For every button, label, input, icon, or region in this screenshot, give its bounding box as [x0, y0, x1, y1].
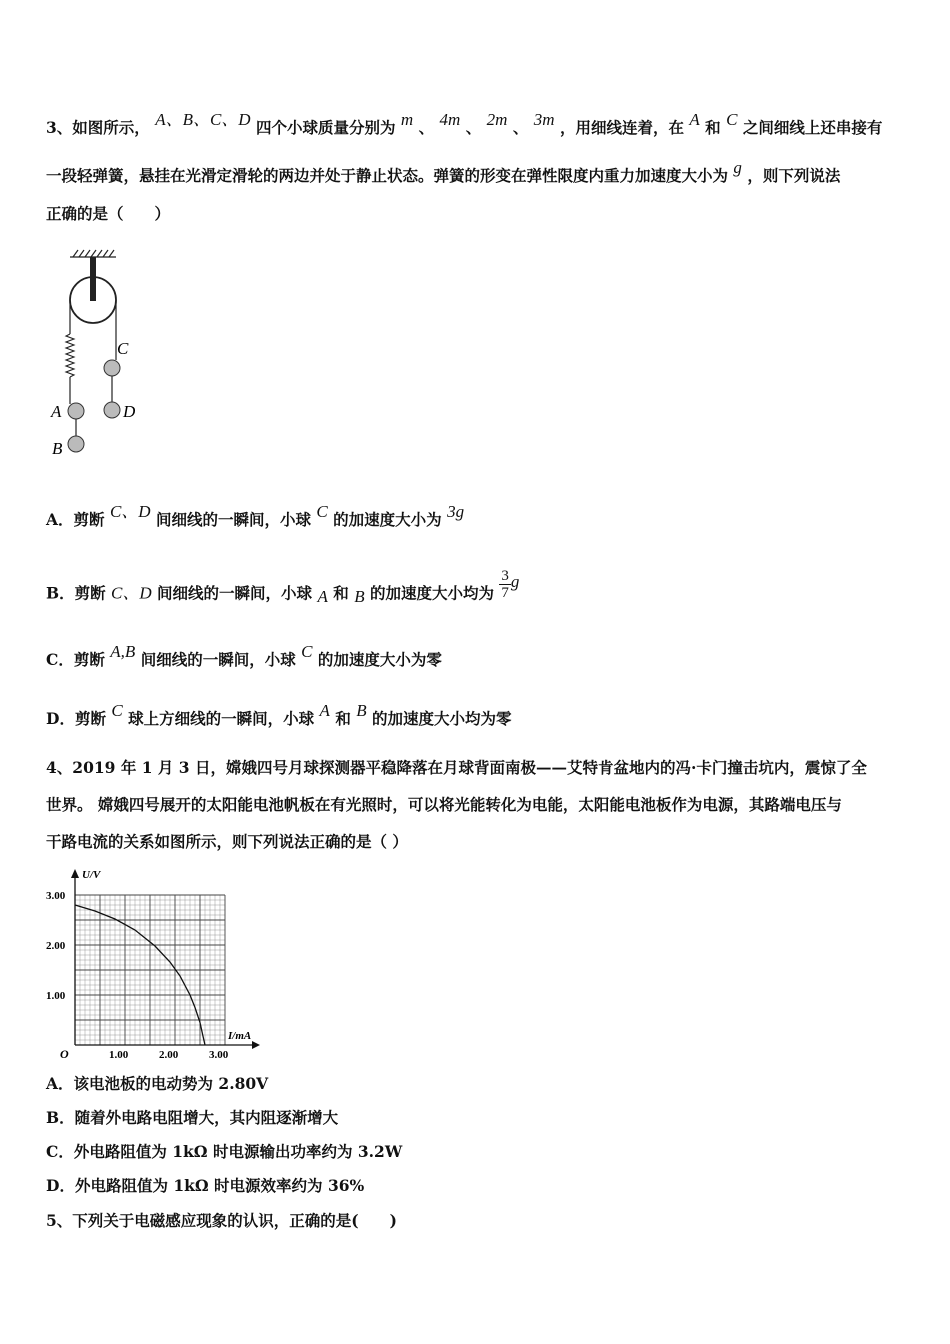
q4-option-b: B．随着外电路电阻增大，其内阻逐渐增大 — [46, 1108, 339, 1127]
math-c: C — [726, 110, 738, 129]
y-axis-arrow — [71, 869, 79, 878]
math-a: A — [689, 110, 700, 129]
math: A — [317, 586, 328, 606]
label-b: B — [52, 439, 63, 458]
text: 间细线的一瞬间，小球 — [155, 510, 311, 529]
q3-option-b — [46, 568, 520, 611]
math: C、D — [111, 583, 152, 603]
math: B — [354, 586, 365, 606]
q4-line2: 世界。 嫦娥四号展开的太阳能电池帆板在有光照时，可以将光能转化为电能，太阳能电池板作为电源，其路端电压与 — [46, 795, 842, 814]
text: 、 — [465, 118, 482, 137]
math: B — [356, 701, 367, 720]
text: 和 — [705, 118, 721, 137]
math-g: g — [510, 571, 520, 591]
text: 的加速度大小均为零 — [372, 709, 512, 728]
text: B．剪断 — [46, 583, 106, 603]
x-tick-label: 2.00 — [159, 1049, 179, 1061]
q3-line1 — [46, 110, 883, 138]
text: 一段轻弹簧，悬挂在光滑定滑轮的两边并处于静止状态。弹簧的形变在弹性限度内重力加速度大小为 — [46, 166, 729, 185]
ball-a — [68, 403, 84, 419]
q4-line3: 干路电流的关系如图所示，则下列说法正确的是（ ） — [46, 832, 408, 851]
fraction-denominator: 7 — [501, 585, 509, 601]
q3-option-a — [46, 502, 465, 530]
math: A,B — [110, 642, 136, 661]
label-d: D — [123, 402, 136, 421]
q4-option-d: D．外电路阻值为 1kΩ 时电源效率约为 36% — [46, 1176, 365, 1195]
y-axis-label: U/V — [82, 869, 101, 881]
q3-option-c — [46, 642, 442, 670]
fraction-numerator: 3 — [501, 568, 509, 584]
text: 3、如图所示， — [46, 118, 150, 137]
math-mass-a: m — [400, 110, 414, 129]
text: 之间细线上还串接有 — [742, 118, 883, 137]
ball-c — [104, 360, 120, 376]
text: ，则下列说法 — [747, 166, 841, 185]
q4-line1: 4、2019 年 1 月 3 日，嫦娥四号月球探测器平稳降落在月球背面南极——艾特肯盆地内的冯·卡门撞击坑内，震惊了全 — [46, 758, 867, 777]
spring — [66, 334, 74, 377]
x-tick-label: 3.00 — [209, 1049, 229, 1061]
text: 的加速度大小均为 — [369, 583, 494, 603]
ball-b — [68, 436, 84, 452]
u-i-chart — [40, 866, 270, 1062]
ceiling — [70, 250, 116, 257]
math-g: g — [733, 158, 742, 177]
q3-line2 — [46, 158, 841, 186]
text: 间细线的一瞬间，小球 — [157, 583, 313, 603]
q4-option-a: A．该电池板的电动势为 2.80V — [46, 1074, 269, 1093]
text: A．剪断 — [46, 510, 105, 529]
math: 3g — [447, 502, 465, 521]
text: 四个小球质量分别为 — [256, 118, 396, 137]
x-axis-label: I/mA — [228, 1030, 252, 1042]
text: 球上方细线的一瞬间，小球 — [128, 709, 315, 728]
fraction — [499, 568, 511, 601]
y-tick-label: 3.00 — [46, 890, 66, 902]
text: D．剪断 — [46, 709, 106, 728]
q3-option-d — [46, 701, 512, 729]
x-tick-label: 1.00 — [109, 1049, 129, 1061]
label-a: A — [51, 402, 62, 421]
y-tick-label: 2.00 — [46, 940, 66, 952]
text: ，用细线连着，在 — [559, 118, 684, 137]
origin-label: O — [60, 1047, 69, 1061]
pulley-figure — [46, 246, 146, 462]
q3-line3: 正确的是（ ） — [46, 204, 171, 223]
math-mass-d: 3m — [533, 110, 555, 129]
text: 和 — [333, 583, 349, 603]
y-tick-label: 1.00 — [46, 990, 66, 1002]
text: 间细线的一瞬间，小球 — [140, 650, 296, 669]
q5-line1: 5、下列关于电磁感应现象的认识，正确的是( ) — [46, 1211, 397, 1230]
label-c: C — [117, 339, 129, 358]
text: 、 — [418, 118, 435, 137]
math: A — [319, 701, 330, 720]
math: C — [111, 701, 123, 720]
pulley-bracket — [90, 257, 96, 301]
math: C — [301, 642, 313, 661]
x-axis-arrow — [252, 1041, 260, 1049]
q4-option-c: C．外电路阻值为 1kΩ 时电源输出功率约为 3.2W — [46, 1142, 403, 1161]
math-mass-b: 4m — [439, 110, 461, 129]
math-mass-c: 2m — [486, 110, 508, 129]
math-balls: A、B、C、D — [155, 110, 251, 129]
grid-major — [75, 895, 225, 1045]
text: 和 — [335, 709, 351, 728]
text: 的加速度大小为 — [333, 510, 442, 529]
text: C．剪断 — [46, 650, 105, 669]
text: 、 — [512, 118, 529, 137]
math: C — [316, 502, 328, 521]
ball-d — [104, 402, 120, 418]
text: 的加速度大小为零 — [317, 650, 442, 669]
math: C、D — [109, 502, 151, 521]
